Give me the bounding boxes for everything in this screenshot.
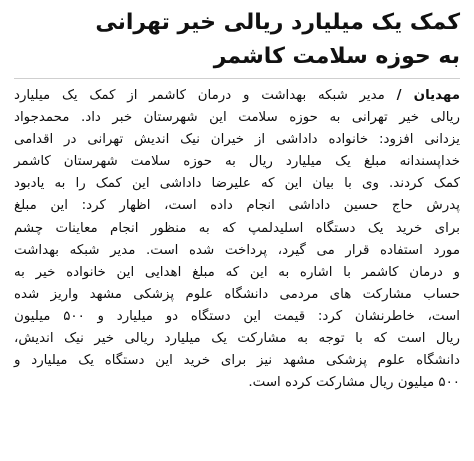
article-body xyxy=(14,85,460,394)
body-line: ریالی خیر تهرانی به حوزه سلامت این شهرستان خبر داد. محمدجواد xyxy=(14,110,460,126)
body-line: ریال است که با توجه به مشارکت یک میلیارد ریالی خیر نیک اندیش، xyxy=(14,331,460,347)
body-line: است، خاطرنشان کرد: قیمت این دستگاه دو میلیارد و ۵۰۰ میلیون xyxy=(14,308,460,324)
body-line-text: مدیر شبکه بهداشت و درمان کاشمر از کمک یک میلیارد xyxy=(14,88,385,103)
body-line: مورد استفاده قرار می گیرد، پرداخت شده است. مدیر شبکه بهداشت xyxy=(14,242,460,258)
headline-line-1: کمک یک میلیارد ریالی خیر تهرانی xyxy=(95,10,460,35)
body-line: یزدانی افزود: خانواده داداشی از خیران نیک اندیش تهرانی در اقدامی xyxy=(14,132,460,148)
body-line: برای خرید یک دستگاه اسلیدلمپ که به منظور انجام معاینات چشم xyxy=(14,220,460,236)
body-line: و درمان کاشمر با اشاره به این که مبلغ اهدایی این خانواده خیر به xyxy=(14,264,460,280)
headline-divider xyxy=(14,78,460,79)
article-headline xyxy=(14,6,460,74)
body-line: کمک کردند. وی با بیان این که علیرضا داداشی این کمک را به یادبود xyxy=(14,176,460,192)
body-line: پدرش حاج حسین داداشی انجام داده است، اظهار کرد: این مبلغ xyxy=(14,198,460,214)
headline-line-2: به حوزه سلامت کاشمر xyxy=(213,44,460,69)
body-line: حساب مشارکت های مردمی دانشگاه علوم پزشکی مشهد واریز شده xyxy=(14,286,460,302)
dateline: مهدیان / xyxy=(396,88,460,103)
body-line xyxy=(14,85,460,107)
body-line: دانشگاه علوم پزشکی مشهد نیز برای خرید این دستگاه یک میلیارد و xyxy=(14,353,460,369)
body-line: ۵۰۰ میلیون ریال مشارکت کرده است. xyxy=(248,375,460,391)
body-line: خداپسندانه مبلغ یک میلیارد ریال به حوزه سلامت شهرستان کاشمر xyxy=(14,154,460,170)
